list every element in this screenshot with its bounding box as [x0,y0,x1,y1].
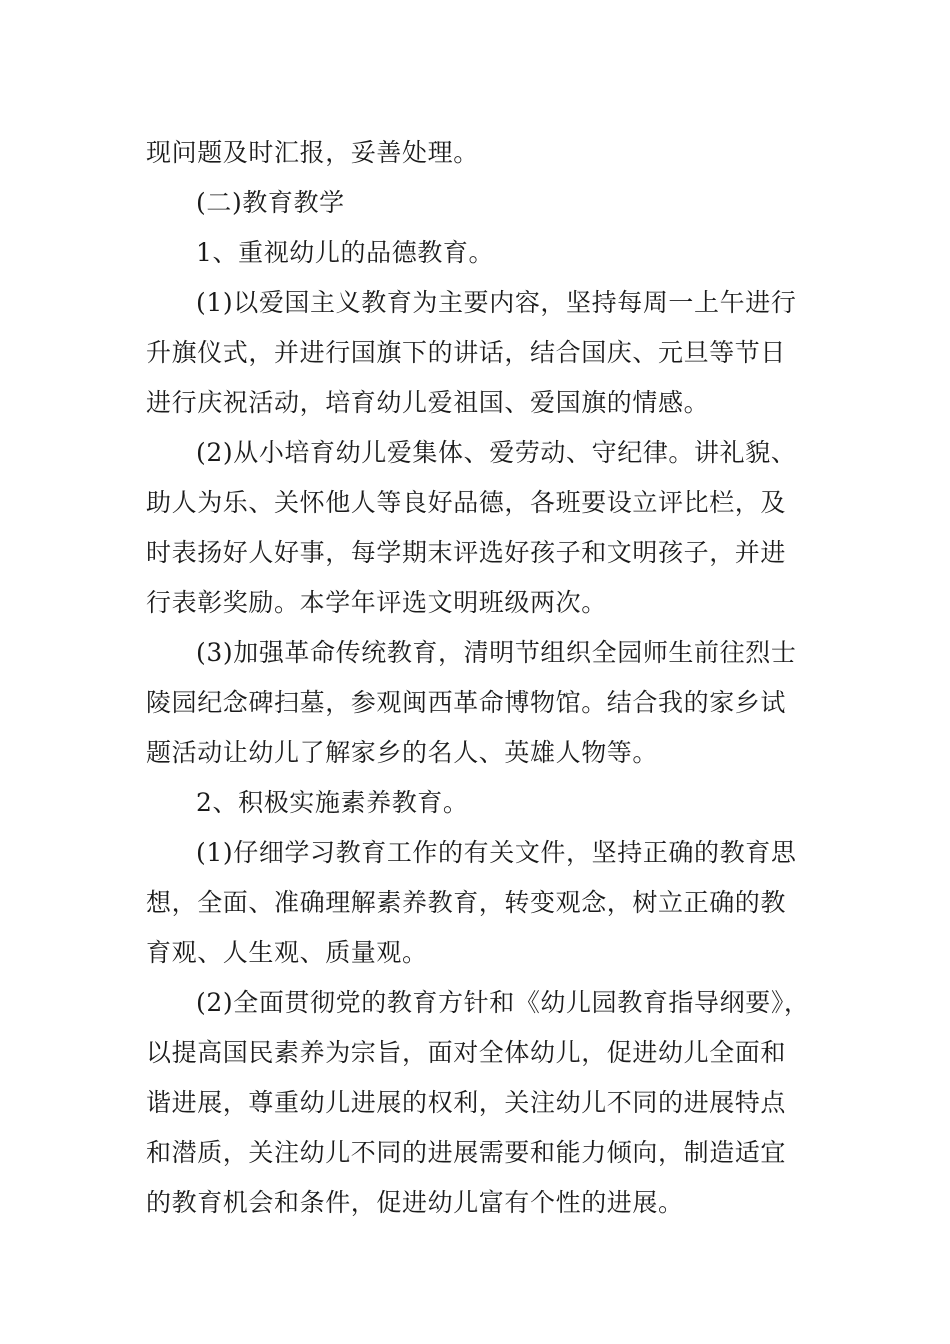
text-line: 时表扬好人好事，每学期末评选好孩子和文明孩子，并进 [146,538,787,567]
text-line: 和潜质，关注幼儿不同的进展需要和能力倾向，制造适宜 [146,1138,787,1167]
text-line: 现问题及时汇报，妥善处理。 [146,138,479,167]
text-line: 助人为乐、关怀他人等良好品德，各班要设立评比栏，及 [146,488,787,517]
text-line: (1)仔细学习教育工作的有关文件，坚持正确的教育思 [196,838,797,867]
text-line: 题活动让幼儿了解家乡的名人、英雄人物等。 [146,738,659,767]
text-line: 进行庆祝活动，培育幼儿爱祖国、爱国旗的情感。 [146,388,710,417]
item-heading-moral-education: 1、重视幼儿的品德教育。 [196,238,495,267]
text-line: (2)从小培育幼儿爱集体、爱劳动、守纪律。讲礼貌、 [196,438,797,467]
text-line: 想，全面、准确理解素养教育，转变观念，树立正确的教 [146,888,787,917]
text-line: 升旗仪式，并进行国旗下的讲话，结合国庆、元旦等节日 [146,338,787,367]
section-heading-education: (二)教育教学 [196,188,345,217]
document-body [146,128,818,1228]
text-line: 谐进展，尊重幼儿进展的权利，关注幼儿不同的进展特点 [146,1088,787,1117]
text-line: (1)以爱国主义教育为主要内容，坚持每周一上午进行 [196,288,797,317]
text-line: 行表彰奖励。本学年评选文明班级两次。 [146,588,607,617]
text-line: (2)全面贯彻党的教育方针和《幼儿园教育指导纲要》， [196,988,810,1017]
text-line: 育观、人生观、质量观。 [146,938,428,967]
item-heading-quality-education: 2、积极实施素养教育。 [196,788,469,817]
text-line: (3)加强革命传统教育，清明节组织全园师生前往烈士 [196,638,797,667]
text-line: 的教育机会和条件，促进幼儿富有个性的进展。 [146,1188,684,1217]
text-line: 陵园纪念碑扫墓，参观闽西革命博物馆。结合我的家乡试 [146,688,787,717]
text-line: 以提高国民素养为宗旨，面对全体幼儿，促进幼儿全面和 [146,1038,787,1067]
